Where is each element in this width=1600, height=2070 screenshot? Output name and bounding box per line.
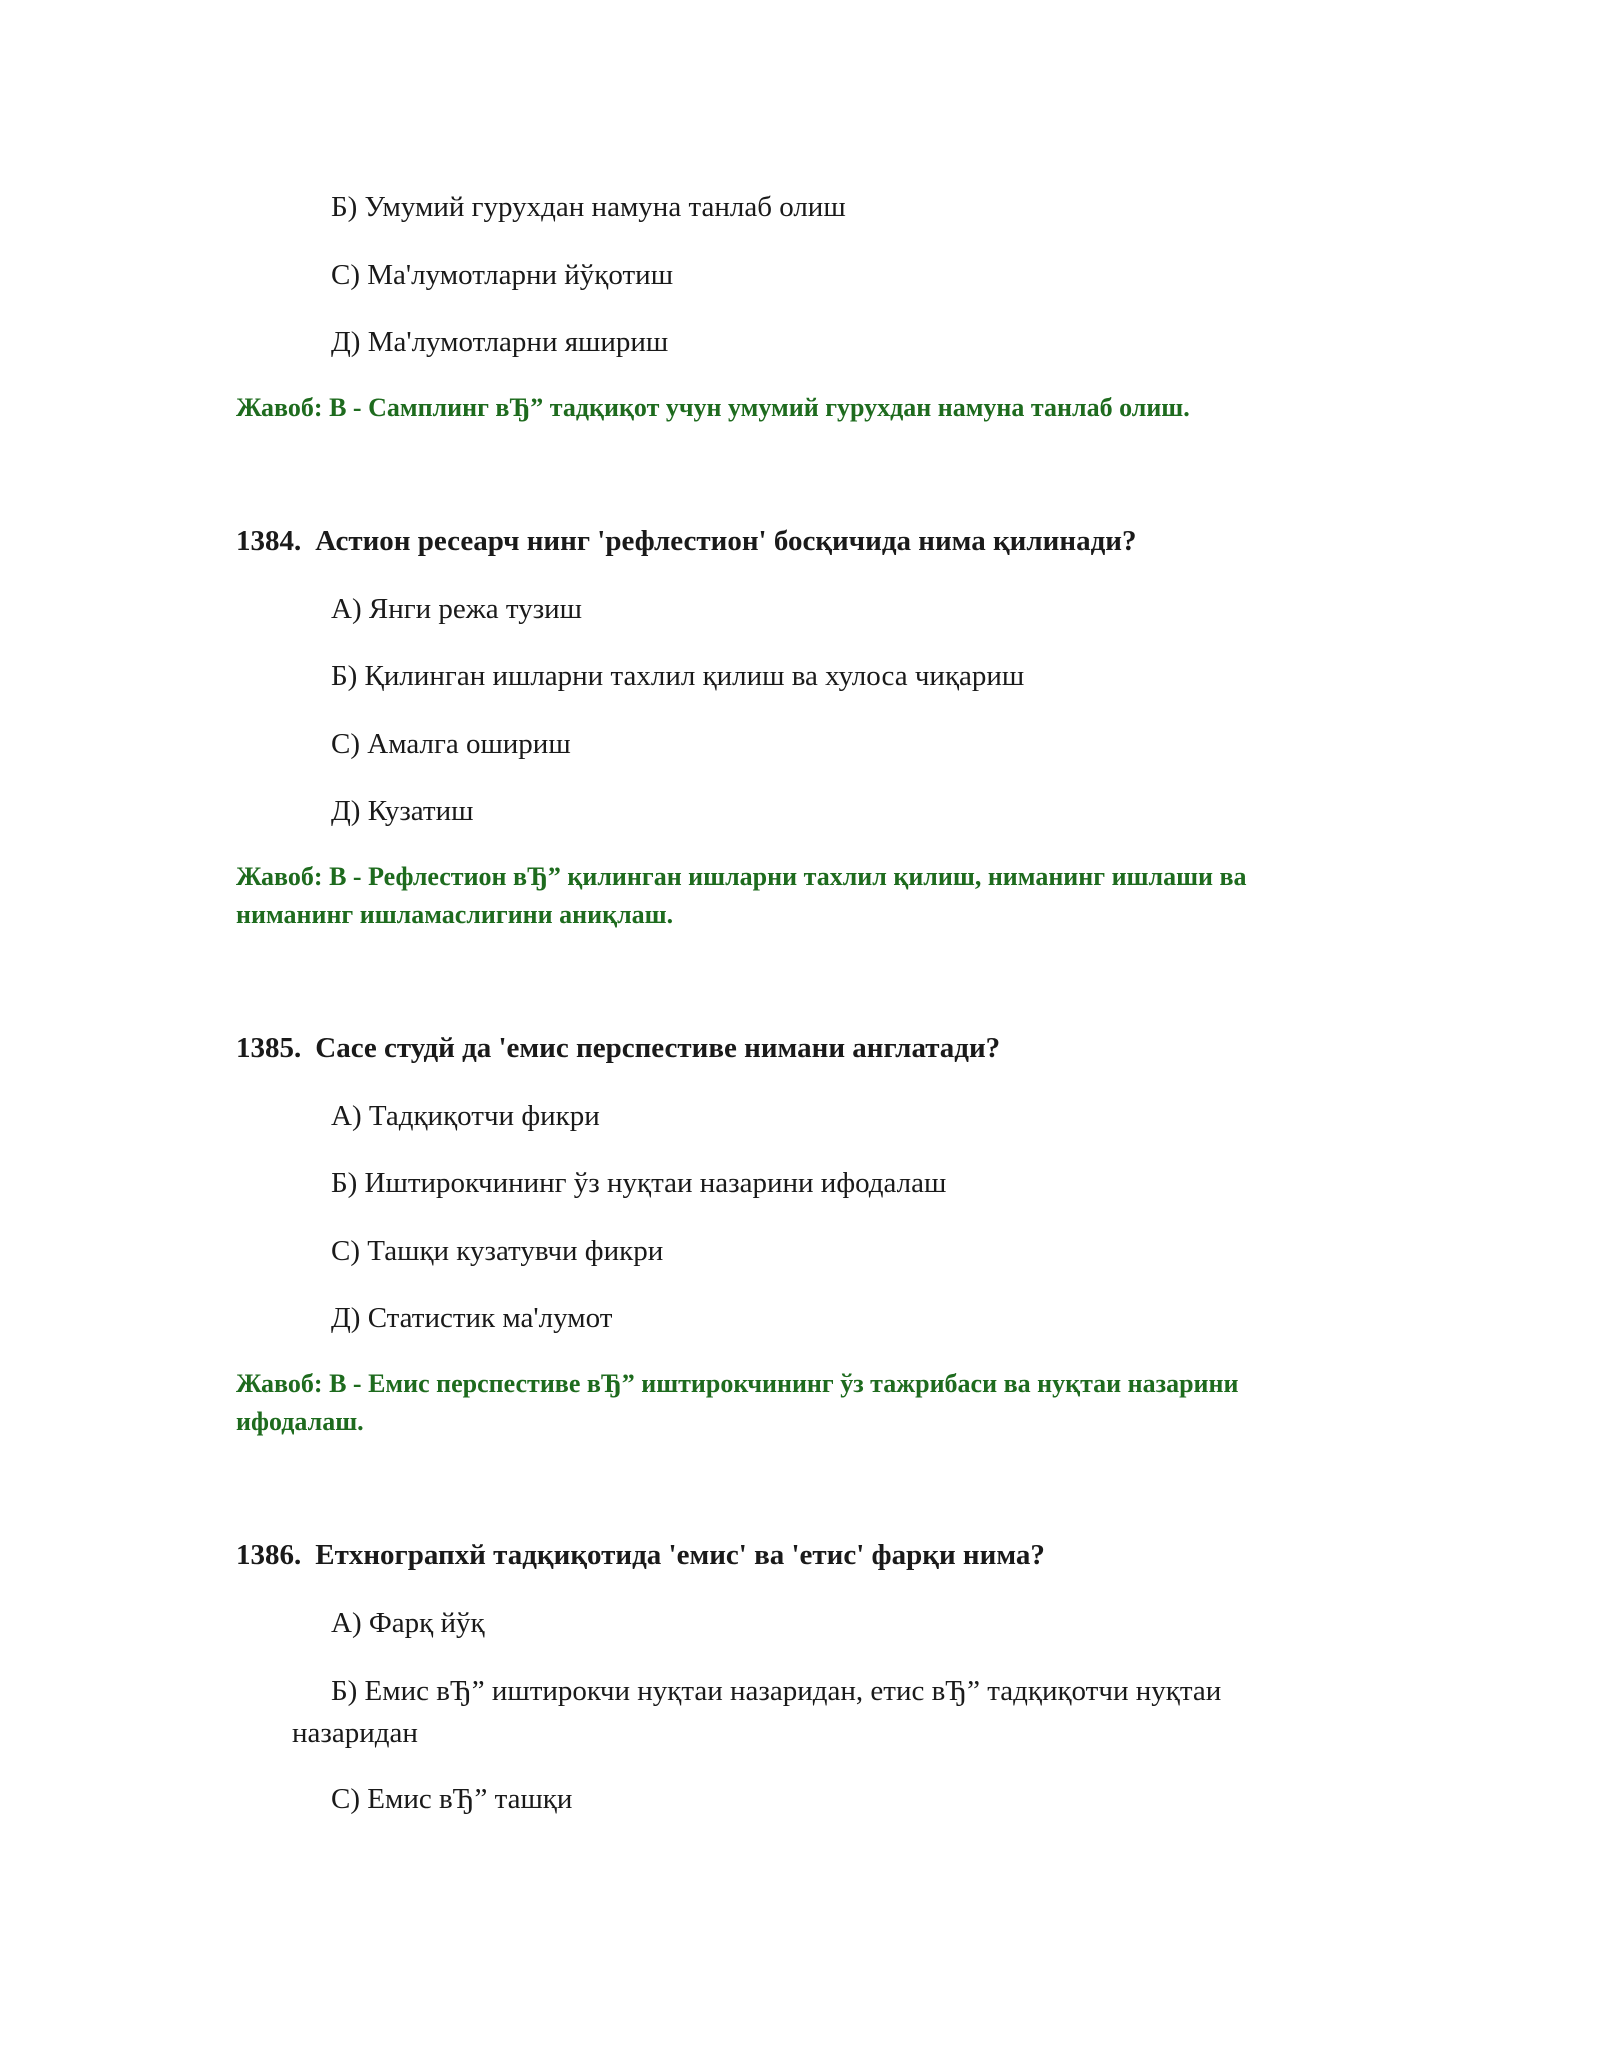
question-text: Астион ресеарч нинг 'рефлестион' босқичида нима қилинади? [315, 525, 1137, 557]
option-a: А) Тадқиқотчи фикри [331, 1100, 600, 1132]
option-c: С) Ма'лумотларни йўқотиш [331, 259, 674, 291]
answer-text: Жавоб: B - Самплинг вЂ” тадқиқот учун умумий гурухдан намуна танлаб олиш. [236, 393, 1190, 422]
question-1385 [236, 1028, 1000, 1068]
answer-text: Жавоб: B - Емис перспестиве вЂ” иштирокчининг ўз тажрибаси ва нуқтаи назарини ифодалаш. [236, 1369, 1239, 1436]
option-d: Д) Ма'лумотларни яшириш [331, 326, 669, 358]
option-c: С) Емис вЂ” ташқи [331, 1783, 573, 1815]
question-1386 [236, 1535, 1045, 1575]
question-number: 1384. [236, 525, 302, 557]
option-b: Б) Емис вЂ” иштирокчи нуқтаи назаридан, етис вЂ” тадқиқотчи нуқтаи назаридан [292, 1675, 1222, 1749]
option-d: Д) Кузатиш [331, 795, 474, 827]
option-c: С) Амалга ошириш [331, 728, 571, 760]
option-b: Б) Қилинган ишларни тахлил қилиш ва хулоса чиқариш [331, 660, 1025, 692]
option-c: С) Ташқи кузатувчи фикри [331, 1235, 664, 1267]
option-a: А) Фарқ йўқ [331, 1607, 485, 1639]
option-d: Д) Статистик ма'лумот [331, 1302, 613, 1334]
question-number: 1386. [236, 1539, 302, 1571]
option-a: А) Янги режа тузиш [331, 593, 583, 625]
question-1384 [236, 521, 1136, 561]
option-b: Б) Иштирокчининг ўз нуқтаи назарини ифодалаш [331, 1167, 947, 1199]
question-text: Сасе студй да 'емис перспестиве нимани англатади? [315, 1032, 1001, 1064]
question-number: 1385. [236, 1032, 302, 1064]
question-text: Етхнограпхй тадқиқотида 'емис' ва 'етис' фарқи нима? [315, 1539, 1045, 1571]
answer-text: Жавоб: B - Рефлестион вЂ” қилинган ишларни тахлил қилиш, ниманинг ишлаши ва ниманинг ишламаслигини аниқлаш. [236, 862, 1247, 929]
option-b: Б) Умумий гурухдан намуна танлаб олиш [331, 191, 846, 223]
